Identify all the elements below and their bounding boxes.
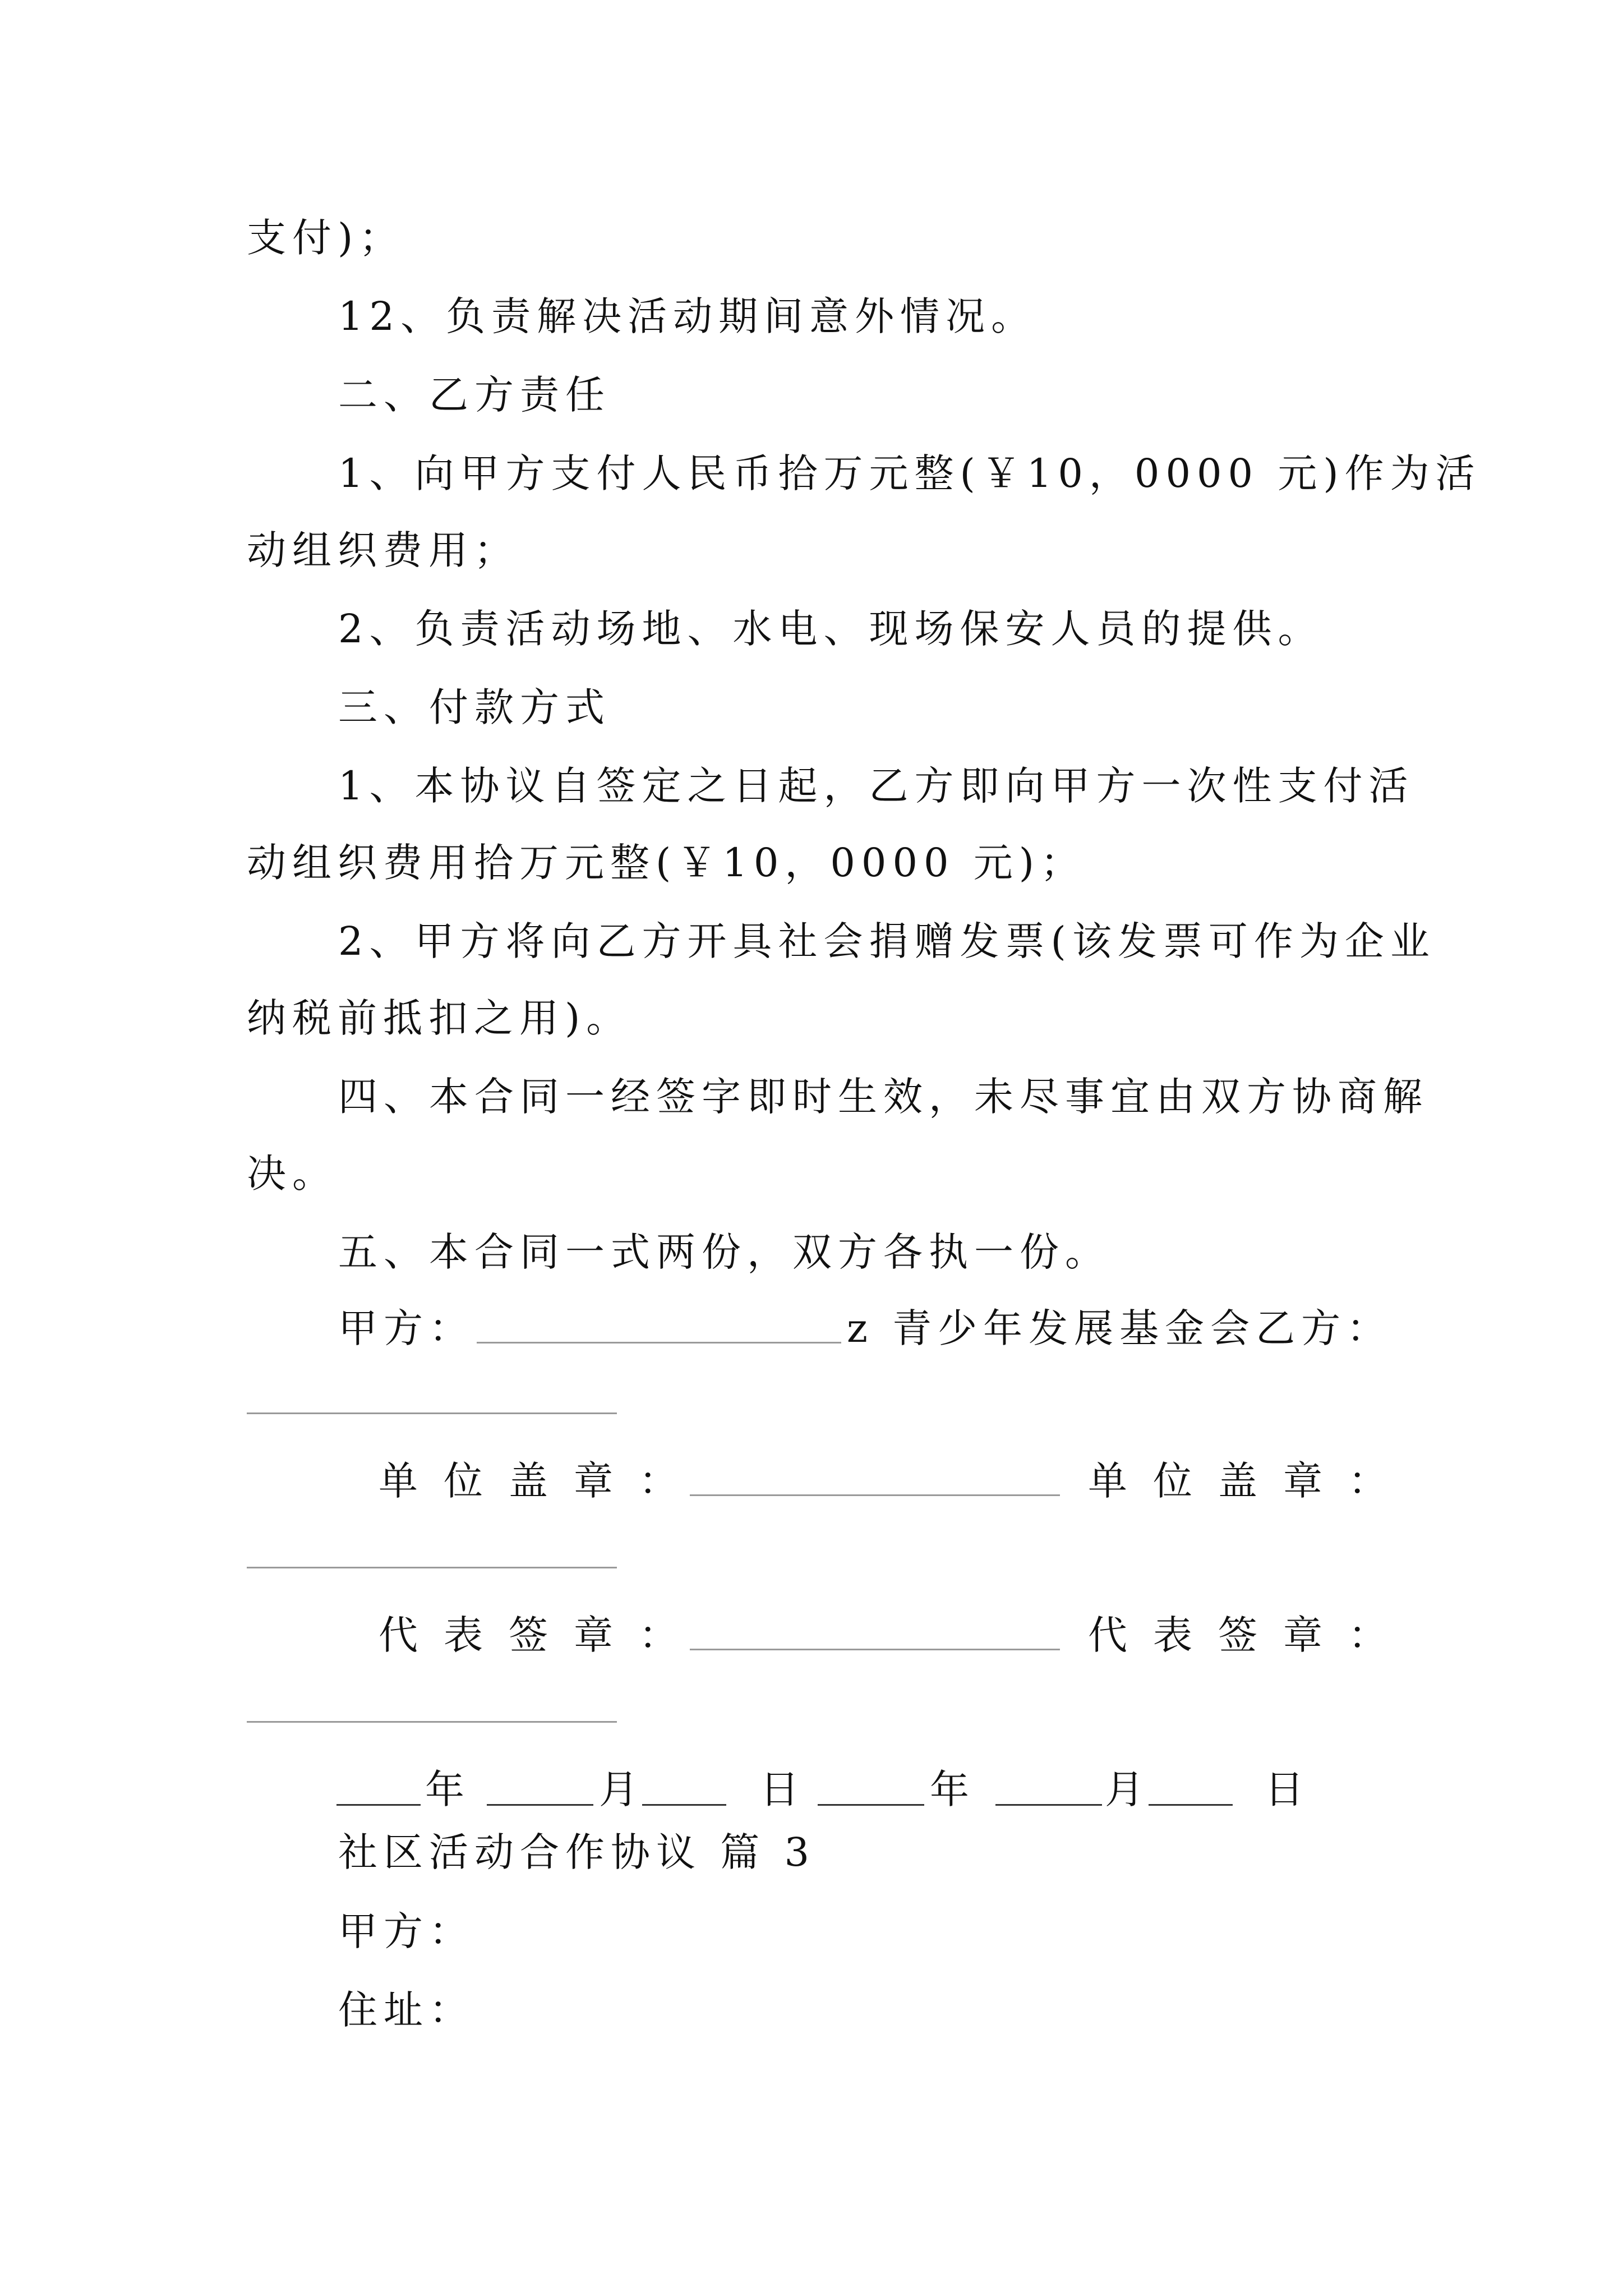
text-line: 五、本合同一式两份，双方各执一份。 — [338, 1229, 1110, 1275]
seal-label-a: 单位盖章： — [379, 1458, 704, 1504]
party-a-label: 甲方： — [338, 1305, 474, 1351]
text-line: 动组织费用拾万元整(￥10，0000 元)； — [247, 840, 1086, 886]
text-line: 2、负责活动场地、水电、现场保安人员的提供。 — [338, 606, 1324, 652]
rep-blank-a — [690, 1649, 1060, 1650]
date-month-label: 月 — [1105, 1766, 1150, 1812]
date-blank-day-a — [642, 1804, 726, 1806]
date-blank-year-b — [818, 1804, 924, 1806]
rep-blank-b — [247, 1721, 617, 1723]
seal-blank-b — [247, 1567, 617, 1568]
text-line: 1、本协议自签定之日起，乙方即向甲方一次性支付活 — [338, 763, 1414, 809]
text-line: 12、负责解决活动期间意外情况。 — [338, 293, 1037, 339]
seal-blank-a — [690, 1494, 1060, 1496]
date-blank-year-a — [336, 1804, 421, 1806]
date-year-label: 年 — [930, 1766, 975, 1812]
party-a-blank — [477, 1342, 841, 1343]
rep-label-b: 代表签章： — [1088, 1612, 1413, 1658]
address-field-label: 住址： — [338, 1987, 474, 2033]
date-blank-month-a — [487, 1804, 593, 1806]
rep-label-a: 代表签章： — [379, 1612, 704, 1658]
text-line: 纳税前抵扣之用)。 — [247, 995, 632, 1041]
date-day-label: 日 — [1265, 1766, 1310, 1812]
party-a-field-label: 甲方： — [338, 1908, 474, 1954]
date-month-label: 月 — [599, 1766, 644, 1812]
date-day-label: 日 — [760, 1766, 805, 1812]
party-a-org: z 青少年发展基金会乙方： — [847, 1305, 1393, 1351]
text-line: 1、向甲方支付人民币拾万元整(￥10，0000 元)作为活 — [338, 450, 1481, 496]
section-heading: 三、付款方式 — [338, 684, 611, 730]
text-line: 决。 — [247, 1151, 338, 1197]
date-blank-day-b — [1149, 1804, 1233, 1806]
text-line: 支付)； — [247, 215, 405, 261]
section-heading: 二、乙方责任 — [338, 372, 611, 418]
text-line: 动组织费用； — [247, 527, 519, 573]
date-blank-month-b — [995, 1804, 1102, 1806]
date-year-label: 年 — [425, 1766, 471, 1812]
text-line: 2、甲方将向乙方开具社会捐赠发票(该发票可作为企业 — [338, 918, 1436, 964]
text-line: 四、本合同一经签字即时生效，未尽事宜由双方协商解 — [338, 1074, 1428, 1120]
section-title: 社区活动合作协议 篇 3 — [338, 1829, 816, 1875]
seal-label-b: 单位盖章： — [1088, 1458, 1413, 1504]
party-b-blank — [247, 1412, 617, 1414]
